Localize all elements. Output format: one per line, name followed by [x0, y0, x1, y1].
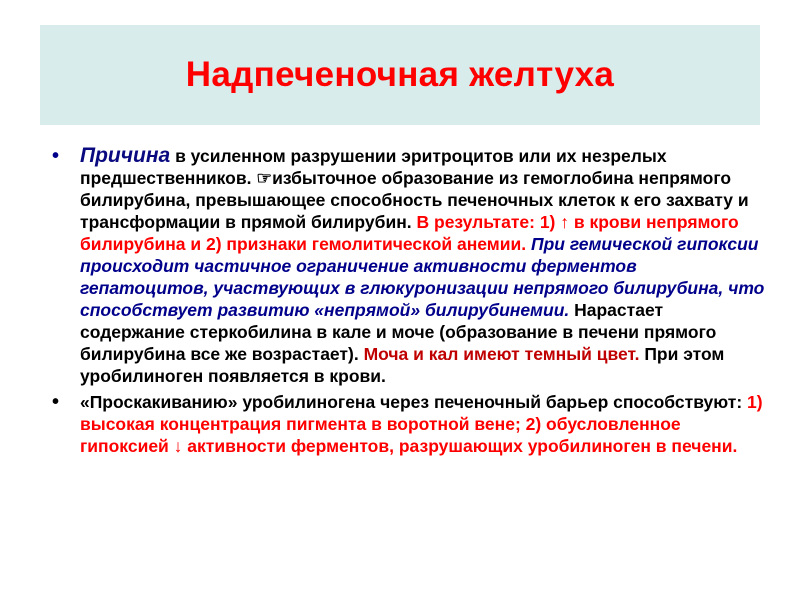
bullet-icon: •: [52, 391, 60, 413]
urobilinogen-text: При этом уробилиноген появляется в крови.: [80, 344, 725, 386]
lead-word-cause: Причина: [80, 144, 171, 167]
bullet-list: [50, 145, 765, 457]
bullet-item-cause: [50, 145, 765, 387]
title-band: [40, 25, 760, 125]
hypoxia-text: При гемической гипоксии происходит частичное ограничение активности ферментов гепатоцитов, участвующих в глюкуронизации непрямого билирубина, что способствует развитию «непрямой» билирубинемии.: [80, 234, 765, 320]
slide-title: Надпеченочная желтуха: [185, 55, 615, 94]
result-text: В результате: 1) ↑ в крови непрямого билирубина и 2) признаки гемолитической анемии.: [80, 212, 739, 254]
dark-color-text: Моча и кал имеют темный цвет.: [363, 344, 640, 364]
factors-text: 1) высокая концентрация пигмента в воротной вене; 2) обусловленное гипоксией ↓ активности ферментов, разрушающих уробилиноген в печени.: [80, 392, 763, 456]
skipping-intro-text: «Проскакиванию» уробилиногена через печеночный барьер способствуют:: [80, 392, 748, 412]
formation-text: избыточное образование из гемоглобина непрямого билирубина, превышающее способность печеночных клеток к его захвату и трансформации в прямой билирубин.: [80, 168, 749, 232]
cause-text: в усиленном разрушении эритроцитов или их незрелых предшественников.: [80, 146, 667, 188]
bullet-icon: •: [52, 145, 60, 167]
pointing-hand-icon: ☞: [256, 168, 273, 188]
bullet-item-skipping: [50, 391, 765, 457]
stercobilin-text: Нарастает содержание стеркобилина в кале и моче (образование в печени прямого билирубина все же возрастает).: [80, 300, 717, 364]
